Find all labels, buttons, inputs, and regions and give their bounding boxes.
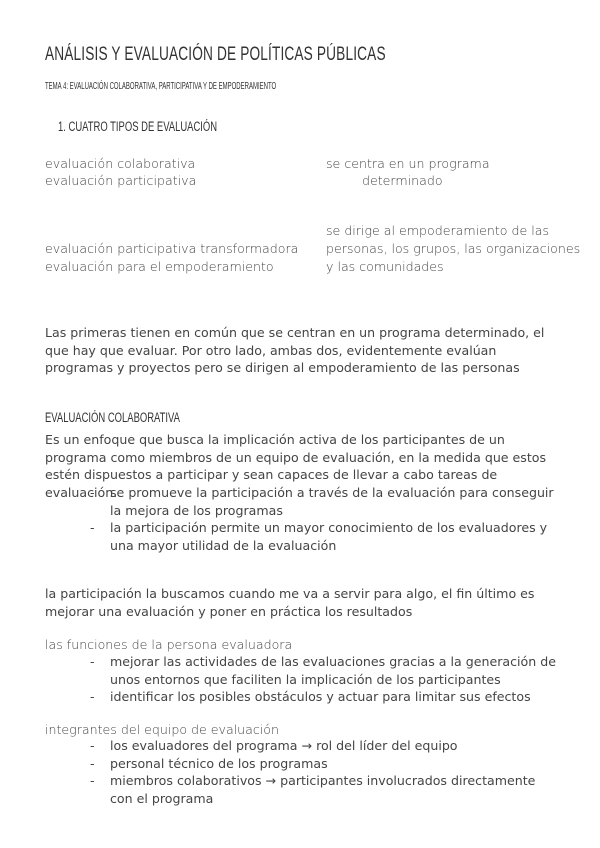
team-label: integrantes del equipo de evaluación [45,722,279,737]
functions-label: las funciones de la persona evaluadora [45,637,293,652]
list-item: - la participación permite un mayor conocimiento de los evaluadores y una mayor utilidad de la evaluación [90,519,560,554]
definition-paragraph: Es un enfoque que busca la implicación activa de los participantes de un programa como miembros de un equipo de evaluación, en la medida que estos estén dispuestos a participar y sean capaces de llevar a cabo tareas de evaluación. [45,432,547,500]
bullet-list-team [90,737,560,807]
bullet-list-functions [90,653,560,706]
type-label: evaluación colaborativa [45,156,196,171]
type-label: evaluación para el empoderamiento [45,259,274,274]
type-label: evaluación participativa [45,173,197,188]
list-item: - identificar los posibles obstáculos y actuar para limitar sus efectos [90,688,560,706]
type-description: y las comunidades [326,259,444,274]
section-heading-tipos: 1. CUATRO TIPOS DE EVALUACIÓN [58,119,218,134]
list-item: - miembros colaborativos → participantes involucrados directamente con el programa [90,772,560,807]
type-description: personas, los grupos, las organizaciones [326,241,581,256]
type-description: se centra en un programa [326,156,490,171]
participation-paragraph: la participación la buscamos cuando me va a servir para algo, el fin último es mejorar una evaluación y poner en práctica los resultados [45,586,535,619]
type-description: determinado [362,173,443,188]
bullet-list-participation [90,484,560,554]
summary-paragraph: Las primeras tienen en común que se centran en un programa determinado, el que hay que evaluar. Por otro lado, ambas dos, evidentemente evalúan programas y proyectos pero se dirigen al empoderamiento de las personas [45,325,545,375]
document-title: ANÁLISIS Y EVALUACIÓN DE POLÍTICAS PÚBLICAS [45,44,386,65]
type-description: se dirige al empoderamiento de las [326,223,550,238]
list-item: - se promueve la participación a través de la evaluación para conseguir la mejora de los programas [90,484,560,519]
type-label: evaluación participativa transformadora [45,241,299,256]
document-subtitle: TEMA 4: EVALUACIÓN COLABORATIVA, PARTICIPATIVA Y DE EMPODERAMIENTO [45,81,277,92]
list-item: - personal técnico de los programas [90,755,560,773]
list-item: - los evaluadores del programa → rol del líder del equipo [90,737,560,755]
section-heading-colaborativa: EVALUACIÓN COLABORATIVA [45,410,180,425]
list-item: - mejorar las actividades de las evaluaciones gracias a la generación de unos entornos que faciliten la implicación de los participantes [90,653,560,688]
